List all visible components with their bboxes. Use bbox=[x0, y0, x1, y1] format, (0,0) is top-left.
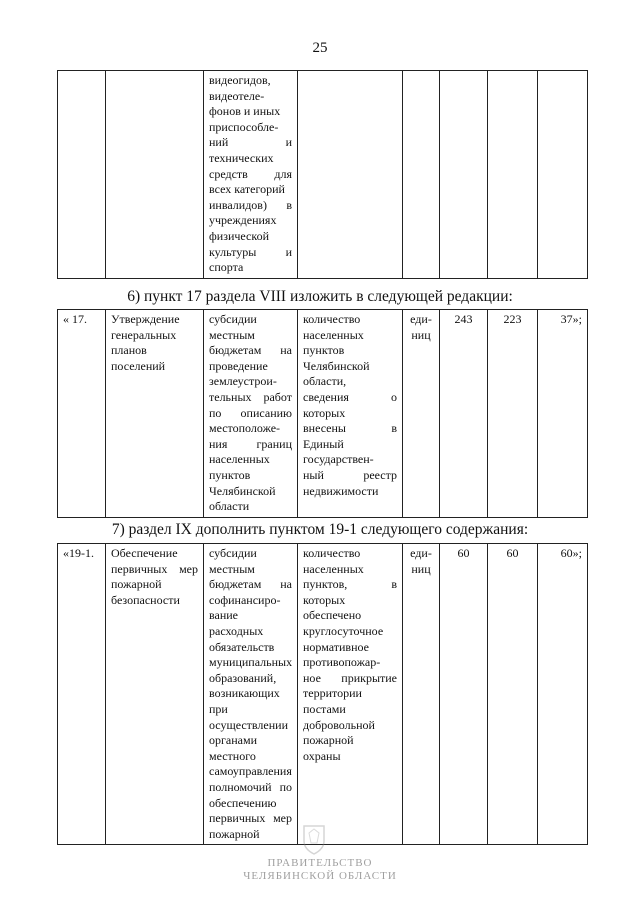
cell-text-line: недвижимости bbox=[303, 483, 379, 498]
cell-text-line: Утверждение bbox=[111, 312, 180, 326]
cell-text-line: области bbox=[209, 499, 250, 514]
amendment-heading-6: 6) пункт 17 раздела VIII изложить в следующей редакции: bbox=[127, 288, 513, 305]
cell-text-line: субсидии bbox=[209, 312, 257, 326]
cell-text-line: поселений bbox=[111, 358, 166, 373]
stamp-line-1: ПРАВИТЕЛЬСТВО bbox=[267, 857, 373, 869]
cell-text-line: ния границ bbox=[209, 436, 292, 451]
cell-text-line: Обеспечение bbox=[111, 546, 178, 560]
cell-text-line: образований, bbox=[209, 670, 277, 685]
cell-text-line: субсидии bbox=[209, 546, 257, 560]
cell-text-line: возникающих bbox=[209, 686, 280, 701]
cell-text-line: приспособле- bbox=[209, 119, 279, 134]
cell-text-line: спорта bbox=[209, 260, 244, 275]
cell-text-line: физической bbox=[209, 228, 269, 243]
cell-text-line: по описанию bbox=[209, 405, 292, 420]
cell-text-line: видеотеле- bbox=[209, 88, 265, 103]
cell-text-line: учреждениях bbox=[209, 213, 277, 228]
cell-text-line: внесены в bbox=[303, 421, 397, 436]
cell-number: « 17. bbox=[58, 310, 106, 518]
cell-text-line: местным bbox=[209, 327, 255, 342]
cell-text-line: добровольной bbox=[303, 717, 375, 732]
cell-text-line: постами bbox=[303, 701, 346, 716]
cell-text-line: генеральных bbox=[111, 327, 177, 342]
cell-text-line: Челябинской bbox=[209, 483, 276, 498]
cell-text-line: обеспечено bbox=[303, 608, 362, 623]
cell-text-line: количество bbox=[303, 312, 361, 326]
cell-value-2: 223 bbox=[488, 310, 538, 518]
cell-text-line: всех категорий bbox=[209, 182, 285, 197]
cell-text-line: ниц bbox=[411, 327, 431, 342]
cell-text-line: тельных работ bbox=[209, 389, 292, 404]
cell-text-line: государствен- bbox=[303, 452, 374, 467]
cell-unit bbox=[403, 71, 440, 279]
cell-text-line: муниципальных bbox=[209, 655, 293, 670]
cell-text-line: местным bbox=[209, 561, 255, 576]
cell-text-line: населенных bbox=[303, 327, 364, 342]
table-item-19-1 bbox=[57, 543, 588, 845]
cell-value-1: 60 bbox=[440, 544, 488, 845]
cell-text-line: средств для bbox=[209, 166, 292, 181]
cell-name bbox=[106, 310, 204, 518]
cell-text-line: ниц bbox=[411, 561, 431, 576]
cell-value-1 bbox=[440, 71, 488, 279]
cell-value-2 bbox=[488, 71, 538, 279]
stamp-line-2: ЧЕЛЯБИНСКОЙ ОБЛАСТИ bbox=[243, 870, 397, 882]
cell-text-line: расходных bbox=[209, 623, 264, 638]
cell-text-line: нормативное bbox=[303, 639, 369, 654]
cell-text-line: охраны bbox=[303, 748, 341, 763]
cell-indicator bbox=[298, 544, 403, 845]
cell-text-line: культуры и bbox=[209, 244, 292, 259]
cell-text-line: пожарной bbox=[209, 826, 260, 841]
cell-value-3: 60»; bbox=[538, 544, 588, 845]
cell-text-line: фонов и иных bbox=[209, 104, 281, 119]
cell-text-line: пожарной bbox=[303, 733, 354, 748]
cell-description bbox=[204, 544, 298, 845]
cell-text-line: осуществлении bbox=[209, 717, 288, 732]
cell-text-line: бюджетам на bbox=[209, 577, 292, 592]
cell-name bbox=[106, 71, 204, 279]
cell-text-line: первичных мер bbox=[111, 561, 198, 576]
cell-text-line: сведения о bbox=[303, 389, 397, 404]
cell-text-line: Единый bbox=[303, 436, 344, 451]
amendment-heading-7: 7) раздел IX дополнить пунктом 19-1 следующего содержания: bbox=[111, 521, 529, 538]
cell-text-line: еди- bbox=[410, 312, 432, 326]
cell-indicator bbox=[298, 310, 403, 518]
cell-text-line: первичных мер bbox=[209, 811, 292, 826]
coat-of-arms-icon bbox=[300, 823, 328, 855]
cell-text-line: количество bbox=[303, 546, 361, 560]
table-item-17 bbox=[57, 309, 588, 518]
cell-description bbox=[204, 310, 298, 518]
cell-text-line: еди- bbox=[410, 546, 432, 560]
cell-text-line: которых bbox=[303, 405, 346, 420]
cell-name bbox=[106, 544, 204, 845]
cell-text-line: области, bbox=[303, 374, 347, 389]
cell-text-line: пунктов, в bbox=[303, 577, 397, 592]
table-row bbox=[58, 71, 588, 279]
cell-text-line: местоположе- bbox=[209, 421, 281, 436]
cell-text-line: обязательств bbox=[209, 639, 275, 654]
cell-text-line: инвалидов) в bbox=[209, 197, 292, 212]
table-continuation bbox=[57, 70, 588, 279]
cell-text-line: ный реестр bbox=[303, 467, 397, 482]
cell-text-line: местного bbox=[209, 748, 256, 763]
cell-number: «19-1. bbox=[58, 544, 106, 845]
cell-unit bbox=[403, 310, 440, 518]
page-number: 25 bbox=[312, 40, 328, 56]
table-row bbox=[58, 310, 588, 518]
cell-text-line: круглосуточное bbox=[303, 623, 384, 638]
cell-text-line: ний и bbox=[209, 135, 292, 150]
cell-text-line: ное прикрытие bbox=[303, 670, 397, 685]
table-row bbox=[58, 544, 588, 845]
cell-text-line: которых bbox=[303, 592, 346, 607]
cell-text-line: землеустрои- bbox=[209, 374, 277, 389]
cell-number bbox=[58, 71, 106, 279]
cell-text-line: при bbox=[209, 701, 228, 716]
cell-text-line: пунктов bbox=[209, 467, 251, 482]
cell-text-line: безопасности bbox=[111, 592, 180, 607]
cell-value-3 bbox=[538, 71, 588, 279]
cell-text-line: самоуправления bbox=[209, 764, 292, 779]
cell-text-line: населенных bbox=[209, 452, 270, 467]
cell-text-line: территории bbox=[303, 686, 362, 701]
cell-indicator bbox=[298, 71, 403, 279]
cell-text-line: бюджетам на bbox=[209, 343, 292, 358]
cell-text-line: обеспечению bbox=[209, 795, 277, 810]
cell-text-line: вание bbox=[209, 608, 239, 623]
cell-text-line: Челябинской bbox=[303, 358, 370, 373]
cell-text-line: технических bbox=[209, 150, 274, 165]
cell-text-line: пожарной bbox=[111, 577, 162, 592]
cell-value-1: 243 bbox=[440, 310, 488, 518]
cell-text-line: населенных bbox=[303, 561, 364, 576]
cell-text-line: противопожар- bbox=[303, 655, 381, 670]
cell-unit bbox=[403, 544, 440, 845]
cell-description bbox=[204, 71, 298, 279]
cell-text-line: видеогидов, bbox=[209, 73, 271, 87]
cell-text-line: софинансиро- bbox=[209, 592, 281, 607]
cell-text-line: полномочий по bbox=[209, 779, 292, 794]
cell-text-line: проведение bbox=[209, 358, 268, 373]
cell-text-line: пунктов bbox=[303, 343, 345, 358]
cell-value-3: 37»; bbox=[538, 310, 588, 518]
cell-text-line: планов bbox=[111, 343, 147, 358]
cell-text-line: органами bbox=[209, 733, 258, 748]
cell-value-2: 60 bbox=[488, 544, 538, 845]
